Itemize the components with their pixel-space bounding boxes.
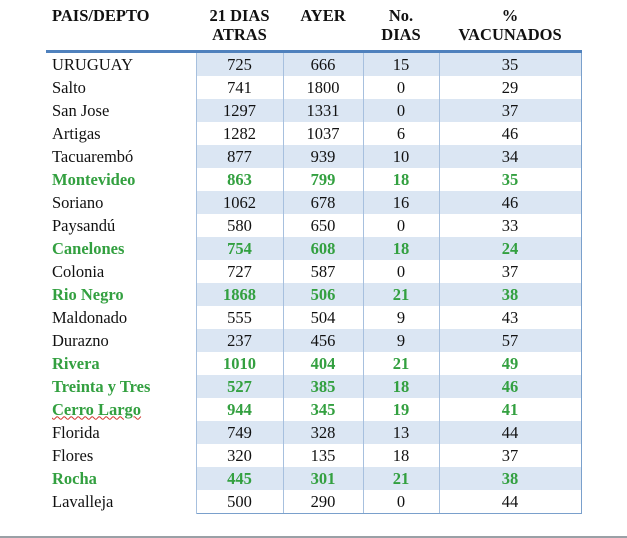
row-dias-cell: 9 [363, 306, 439, 329]
row-vacunados-cell: 57 [439, 329, 581, 352]
row-ayer-cell: 799 [283, 168, 363, 191]
row-ayer-cell: 939 [283, 145, 363, 168]
row-dias-cell: 18 [363, 444, 439, 467]
row-dias-cell: 16 [363, 191, 439, 214]
table-row [46, 214, 581, 237]
row-dias-cell: 15 [363, 52, 439, 77]
row-name-cell: Canelones [46, 237, 196, 260]
row-ayer-cell: 345 [283, 398, 363, 421]
row-vacunados-cell: 43 [439, 306, 581, 329]
row-name-cell: Artigas [46, 122, 196, 145]
row-name-cell: Salto [46, 76, 196, 99]
row-dias-cell: 10 [363, 145, 439, 168]
row-ayer-cell: 506 [283, 283, 363, 306]
row-ayer-cell: 290 [283, 490, 363, 514]
row-name-cell: Paysandú [46, 214, 196, 237]
row-name-cell: San Jose [46, 99, 196, 122]
row-name-cell: Florida [46, 421, 196, 444]
header-pct-vacunados: % VACUNADOS [439, 4, 581, 52]
row-ayer-cell: 1037 [283, 122, 363, 145]
row-21-dias-cell: 727 [196, 260, 283, 283]
row-21-dias-cell: 877 [196, 145, 283, 168]
row-21-dias-cell: 749 [196, 421, 283, 444]
row-21-dias-cell: 1282 [196, 122, 283, 145]
row-21-dias-cell: 580 [196, 214, 283, 237]
row-name-cell: Cerro Largo [46, 398, 196, 421]
row-dias-cell: 0 [363, 76, 439, 99]
row-dias-cell: 21 [363, 283, 439, 306]
row-vacunados-cell: 38 [439, 283, 581, 306]
row-ayer-cell: 456 [283, 329, 363, 352]
row-21-dias-cell: 237 [196, 329, 283, 352]
row-vacunados-cell: 35 [439, 52, 581, 77]
row-dias-cell: 0 [363, 260, 439, 283]
row-21-dias-cell: 741 [196, 76, 283, 99]
row-vacunados-cell: 46 [439, 375, 581, 398]
row-21-dias-cell: 500 [196, 490, 283, 514]
row-vacunados-cell: 46 [439, 122, 581, 145]
row-dias-cell: 21 [363, 352, 439, 375]
row-21-dias-cell: 1062 [196, 191, 283, 214]
row-ayer-cell: 1331 [283, 99, 363, 122]
row-vacunados-cell: 41 [439, 398, 581, 421]
row-name-cell: Rivera [46, 352, 196, 375]
table-row [46, 352, 581, 375]
row-21-dias-cell: 725 [196, 52, 283, 77]
row-dias-cell: 13 [363, 421, 439, 444]
row-dias-cell: 0 [363, 99, 439, 122]
table-row [46, 467, 581, 490]
table-row [46, 398, 581, 421]
table-row [46, 122, 581, 145]
row-vacunados-cell: 46 [439, 191, 581, 214]
row-dias-cell: 18 [363, 375, 439, 398]
row-21-dias-cell: 445 [196, 467, 283, 490]
row-name-cell: Treinta y Tres [46, 375, 196, 398]
row-vacunados-cell: 33 [439, 214, 581, 237]
table-row [46, 444, 581, 467]
row-vacunados-cell: 24 [439, 237, 581, 260]
header-no-dias: No. DIAS [363, 4, 439, 52]
vaccination-table [46, 4, 582, 514]
header-ayer: AYER [283, 4, 363, 52]
table-row [46, 283, 581, 306]
row-21-dias-cell: 944 [196, 398, 283, 421]
row-name-cell: Rio Negro [46, 283, 196, 306]
row-name-cell: Montevideo [46, 168, 196, 191]
row-dias-cell: 0 [363, 214, 439, 237]
table-row [46, 490, 581, 514]
row-name-cell: Lavalleja [46, 490, 196, 514]
row-vacunados-cell: 35 [439, 168, 581, 191]
row-ayer-cell: 504 [283, 306, 363, 329]
row-dias-cell: 6 [363, 122, 439, 145]
row-dias-cell: 21 [363, 467, 439, 490]
row-21-dias-cell: 1297 [196, 99, 283, 122]
row-ayer-cell: 1800 [283, 76, 363, 99]
row-21-dias-cell: 863 [196, 168, 283, 191]
row-21-dias-cell: 527 [196, 375, 283, 398]
row-21-dias-cell: 320 [196, 444, 283, 467]
header-row [46, 4, 581, 52]
row-name-cell: Maldonado [46, 306, 196, 329]
row-ayer-cell: 385 [283, 375, 363, 398]
row-name-cell: Rocha [46, 467, 196, 490]
table-row [46, 329, 581, 352]
row-vacunados-cell: 38 [439, 467, 581, 490]
table-row [46, 260, 581, 283]
table-row [46, 375, 581, 398]
row-ayer-cell: 328 [283, 421, 363, 444]
table-row [46, 421, 581, 444]
row-vacunados-cell: 49 [439, 352, 581, 375]
row-vacunados-cell: 34 [439, 145, 581, 168]
row-ayer-cell: 301 [283, 467, 363, 490]
row-vacunados-cell: 44 [439, 421, 581, 444]
row-name-cell: Flores [46, 444, 196, 467]
row-21-dias-cell: 1868 [196, 283, 283, 306]
table-body [46, 52, 581, 514]
row-ayer-cell: 135 [283, 444, 363, 467]
row-ayer-cell: 666 [283, 52, 363, 77]
table-row [46, 52, 581, 77]
table-row [46, 76, 581, 99]
header-21-dias-atras: 21 DIAS ATRAS [196, 4, 283, 52]
table-row [46, 99, 581, 122]
row-21-dias-cell: 555 [196, 306, 283, 329]
row-vacunados-cell: 37 [439, 260, 581, 283]
row-ayer-cell: 608 [283, 237, 363, 260]
row-name-cell: Colonia [46, 260, 196, 283]
table-row [46, 191, 581, 214]
row-name-cell: Soriano [46, 191, 196, 214]
row-vacunados-cell: 37 [439, 99, 581, 122]
row-vacunados-cell: 29 [439, 76, 581, 99]
header-pais-depto: PAIS/DEPTO [46, 4, 196, 52]
table-row [46, 145, 581, 168]
table-row [46, 237, 581, 260]
row-ayer-cell: 587 [283, 260, 363, 283]
row-dias-cell: 18 [363, 237, 439, 260]
row-vacunados-cell: 44 [439, 490, 581, 514]
row-name-cell: Tacuarembó [46, 145, 196, 168]
table-row [46, 168, 581, 191]
row-dias-cell: 9 [363, 329, 439, 352]
row-21-dias-cell: 754 [196, 237, 283, 260]
row-vacunados-cell: 37 [439, 444, 581, 467]
row-dias-cell: 19 [363, 398, 439, 421]
row-ayer-cell: 678 [283, 191, 363, 214]
row-ayer-cell: 404 [283, 352, 363, 375]
row-dias-cell: 0 [363, 490, 439, 514]
row-name-cell: URUGUAY [46, 52, 196, 77]
row-ayer-cell: 650 [283, 214, 363, 237]
row-21-dias-cell: 1010 [196, 352, 283, 375]
row-name-cell: Durazno [46, 329, 196, 352]
row-dias-cell: 18 [363, 168, 439, 191]
table-row [46, 306, 581, 329]
